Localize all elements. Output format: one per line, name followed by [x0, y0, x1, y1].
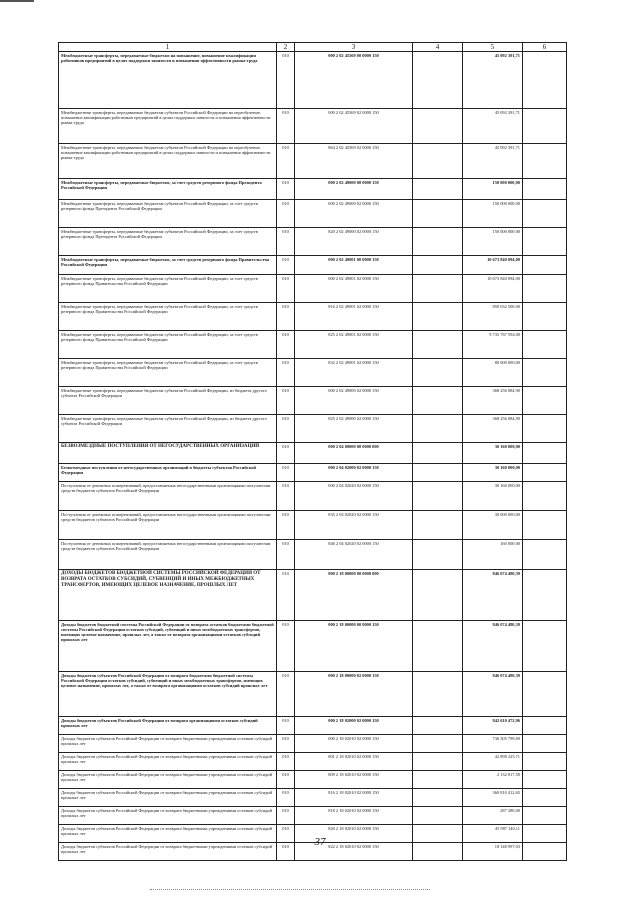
table-row — [59, 331, 567, 359]
row-kbk-cell: 000 2 02 49000 02 0000 150 — [295, 387, 413, 415]
row-code-cell: 010 — [277, 735, 295, 753]
row-amount-cell: 18 148 997,03 — [463, 843, 523, 861]
row-name-cell: Межбюджетные трансферты, передаваемые бюджетам субъектов Российской Федерации, за счет средств резервного фонда Президента Российской Федерации — [59, 228, 277, 256]
row-amount-cell: 42 898 225,71 — [463, 753, 523, 771]
row-kbk-cell: 822 2 18 02010 02 0000 150 — [295, 843, 413, 861]
row-kbk-cell: 000 2 18 02010 02 0000 150 — [295, 735, 413, 753]
row-amount-cell: 846 074 480,39 — [463, 570, 523, 621]
row-col4-cell — [413, 109, 463, 144]
revenue-table — [58, 42, 567, 861]
row-kbk-cell: 846 2 04 02020 02 0000 150 — [295, 540, 413, 570]
header-col-6: 6 — [523, 43, 567, 52]
row-code-cell: 010 — [277, 256, 295, 275]
row-col6-cell — [523, 789, 567, 807]
row-col6-cell — [523, 771, 567, 789]
row-name-cell: Доходы бюджетов субъектов Российской Федерации от возврата бюджетными учреждениями остатков субсидий прошлых лет — [59, 735, 277, 753]
table-row — [59, 228, 567, 256]
row-amount-cell: 30 160 000,00 — [463, 443, 523, 464]
row-amount-cell: 287 280,00 — [463, 807, 523, 825]
row-col6-cell — [523, 717, 567, 735]
row-amount-cell: 846 074 480,39 — [463, 621, 523, 672]
row-amount-cell: 45 092 391,71 — [463, 144, 523, 179]
row-col6-cell — [523, 52, 567, 109]
row-kbk-cell: 801 2 18 02010 02 0000 150 — [295, 753, 413, 771]
row-col4-cell — [413, 144, 463, 179]
row-col6-cell — [523, 672, 567, 717]
row-col6-cell — [523, 443, 567, 464]
table-row — [59, 359, 567, 387]
row-kbk-cell: 835 2 04 02020 02 0000 150 — [295, 511, 413, 540]
row-col6-cell — [523, 200, 567, 228]
row-amount-cell: 150 000 000,00 — [463, 179, 523, 200]
row-name-cell: Доходы бюджетов субъектов Российской Федерации от возврата организациями остатков субсидий прошлых лет — [59, 717, 277, 735]
row-amount-cell: 160 000,00 — [463, 540, 523, 570]
row-code-cell: 010 — [277, 825, 295, 843]
table-row — [59, 621, 567, 672]
row-amount-cell: 30 160 000,00 — [463, 482, 523, 511]
header-col-3: 3 — [295, 43, 413, 52]
row-amount-cell: 30 000 000,00 — [463, 511, 523, 540]
row-code-cell: 010 — [277, 807, 295, 825]
table-row — [59, 540, 567, 570]
row-col4-cell — [413, 200, 463, 228]
row-kbk-cell: 820 2 02 49000 02 0000 150 — [295, 228, 413, 256]
row-name-cell: Межбюджетные трансферты, передаваемые бюджетам субъектов Российской Федерации, за счет средств резервного фонда Президента Российской Федерации — [59, 200, 277, 228]
table-row — [59, 482, 567, 511]
row-kbk-cell: 000 2 02 49001 00 0000 150 — [295, 256, 413, 275]
row-code-cell: 010 — [277, 672, 295, 717]
row-col6-cell — [523, 540, 567, 570]
row-code-cell: 010 — [277, 303, 295, 331]
table-body — [59, 52, 567, 861]
table-row — [59, 275, 567, 303]
row-name-cell: Поступления от денежных пожертвований, предоставляемых негосударственными организациями получателям средств бюджетов субъектов Российской Федерации — [59, 511, 277, 540]
header-col-4: 4 — [413, 43, 463, 52]
row-code-cell: 010 — [277, 52, 295, 109]
row-col4-cell — [413, 228, 463, 256]
row-amount-cell: 150 000 000,00 — [463, 200, 523, 228]
row-kbk-cell: 000 2 04 00000 00 0000 000 — [295, 443, 413, 464]
row-code-cell: 010 — [277, 228, 295, 256]
row-code-cell: 010 — [277, 464, 295, 482]
table-row — [59, 717, 567, 735]
row-col4-cell — [413, 735, 463, 753]
row-name-cell: Доходы бюджетов субъектов Российской Федерации от возврата бюджетными учреждениями остатков субсидий прошлых лет — [59, 753, 277, 771]
row-name-cell: Межбюджетные трансферты, передаваемые бюджетам, за счет средств резервного фонда Правительства Российской Федерации — [59, 256, 277, 275]
table-row — [59, 672, 567, 717]
row-name-cell: Межбюджетные трансферты, передаваемые бюджетам субъектов Российской Федерации на переобучение, повышение квалификации работников предприятий в целях поддержки занятости и повышения эффективности рынка труда — [59, 109, 277, 144]
row-code-cell: 010 — [277, 179, 295, 200]
row-name-cell: Безвозмездные поступления от негосударственных организаций в бюджеты субъектов Российской Федерации — [59, 464, 277, 482]
row-col6-cell — [523, 807, 567, 825]
table-row — [59, 256, 567, 275]
table-row — [59, 789, 567, 807]
table-row — [59, 200, 567, 228]
row-amount-cell: 150 000 000,00 — [463, 228, 523, 256]
row-name-cell: Доходы бюджетов субъектов Российской Федерации от возврата бюджетными учреждениями остатков субсидий прошлых лет — [59, 825, 277, 843]
row-col4-cell — [413, 570, 463, 621]
row-col6-cell — [523, 179, 567, 200]
row-amount-cell: 2 132 817,50 — [463, 771, 523, 789]
row-name-cell: Межбюджетные трансферты, передаваемые бюджетам субъектов Российской Федерации, за счет средств резервного фонда Правительства Российской Федерации — [59, 359, 277, 387]
row-col4-cell — [413, 359, 463, 387]
row-name-cell: Доходы бюджетов субъектов Российской Федерации от возврата бюджетными учреждениями остатков субсидий прошлых лет — [59, 807, 277, 825]
table-row — [59, 387, 567, 415]
row-name-cell: Межбюджетные трансферты, передаваемые бюджетам, за счет средств резервного фонда Президента Российской Федерации — [59, 179, 277, 200]
row-col4-cell — [413, 672, 463, 717]
row-col4-cell — [413, 789, 463, 807]
row-amount-cell: 45 092 391,71 — [463, 109, 523, 144]
row-col4-cell — [413, 52, 463, 109]
row-code-cell: 010 — [277, 482, 295, 511]
row-code-cell: 010 — [277, 359, 295, 387]
row-col6-cell — [523, 144, 567, 179]
row-name-cell: Поступления от денежных пожертвований, предоставляемых негосударственными организациями получателям средств бюджетов субъектов Российской Федерации — [59, 482, 277, 511]
row-name-cell: БЕЗВОЗМЕЗДНЫЕ ПОСТУПЛЕНИЯ ОТ НЕГОСУДАРСТВЕННЫХ ОРГАНИЗАЦИЙ — [59, 443, 277, 464]
row-code-cell: 010 — [277, 771, 295, 789]
row-col4-cell — [413, 415, 463, 443]
row-code-cell: 010 — [277, 275, 295, 303]
row-col6-cell — [523, 753, 567, 771]
row-kbk-cell: 820 2 18 02010 02 0000 150 — [295, 825, 413, 843]
page-number: 37 — [314, 836, 326, 848]
row-code-cell: 010 — [277, 415, 295, 443]
row-amount-cell: 842 610 472,96 — [463, 717, 523, 735]
row-code-cell: 010 — [277, 144, 295, 179]
row-col4-cell — [413, 621, 463, 672]
row-name-cell: Поступления от денежных пожертвований, предоставляемых негосударственными организациями получателям средств бюджетов субъектов Российской Федерации — [59, 540, 277, 570]
row-name-cell: Межбюджетные трансферты, передаваемые бюджетам субъектов Российской Федерации, из бюджета другого субъекта Российской Федерации — [59, 387, 277, 415]
row-col6-cell — [523, 415, 567, 443]
row-col4-cell — [413, 717, 463, 735]
row-amount-cell: 360 810 412,65 — [463, 789, 523, 807]
row-col4-cell — [413, 482, 463, 511]
row-name-cell: Межбюджетные трансферты, передаваемые бюджетам субъектов Российской Федерации, из бюджета другого субъекта Российской Федерации — [59, 415, 277, 443]
row-col6-cell — [523, 303, 567, 331]
row-kbk-cell: 816 2 18 02010 02 0000 150 — [295, 789, 413, 807]
row-kbk-cell: 000 2 02 49001 02 0000 150 — [295, 275, 413, 303]
row-name-cell: Межбюджетные трансферты, передаваемые бюджетам субъектов Российской Федерации, за счет средств резервного фонда Правительства Российской Федерации — [59, 331, 277, 359]
row-code-cell: 010 — [277, 511, 295, 540]
row-kbk-cell: 000 2 02 49000 00 0000 150 — [295, 179, 413, 200]
row-col6-cell — [523, 109, 567, 144]
table-row — [59, 735, 567, 753]
row-kbk-cell: 000 2 02 45569 02 0000 150 — [295, 109, 413, 144]
table-row — [59, 807, 567, 825]
row-kbk-cell: 000 2 04 02020 02 0000 150 — [295, 482, 413, 511]
row-name-cell: ДОХОДЫ БЮДЖЕТОВ БЮДЖЕТНОЙ СИСТЕМЫ РОССИЙСКОЙ ФЕДЕРАЦИИ ОТ ВОЗВРАТА ОСТАТКОВ СУБСИДИЙ, СУБВЕНЦИЙ И ИНЫХ МЕЖБЮДЖЕТНЫХ ТРАНСФЕРТОВ, ИМЕЮЩИХ ЦЕЛЕВОЕ НАЗНАЧЕНИЕ, ПРОШЛЫХ ЛЕТ — [59, 570, 277, 621]
row-kbk-cell: 000 2 18 00000 02 0000 150 — [295, 672, 413, 717]
row-amount-cell: 368 256 084,90 — [463, 387, 523, 415]
row-code-cell: 010 — [277, 331, 295, 359]
row-code-cell: 010 — [277, 200, 295, 228]
table-row — [59, 303, 567, 331]
row-amount-cell: 45 092 391,71 — [463, 52, 523, 109]
row-col6-cell — [523, 256, 567, 275]
table-row — [59, 52, 567, 109]
row-kbk-cell: 809 2 18 02010 02 0000 150 — [295, 771, 413, 789]
row-amount-cell: 846 074 480,39 — [463, 672, 523, 717]
row-col6-cell — [523, 621, 567, 672]
row-kbk-cell: 000 2 18 00000 00 0000 150 — [295, 621, 413, 672]
row-name-cell: Доходы бюджетов субъектов Российской Федерации от возврата бюджетными учреждениями остатков субсидий прошлых лет — [59, 789, 277, 807]
row-code-cell: 010 — [277, 753, 295, 771]
header-col-2: 2 — [277, 43, 295, 52]
row-col4-cell — [413, 807, 463, 825]
header-col-5: 5 — [463, 43, 523, 52]
row-amount-cell: 736 305 799,69 — [463, 735, 523, 753]
row-name-cell: Доходы бюджетов субъектов Российской Федерации от возврата бюджетами бюджетной системы Российской Федерации остатков субсидий, субвенций и иных межбюджетных трансфертов, имеющих целевое назначение, прошлых лет, а также от возврата организациями остатков субсидий прошлых лет — [59, 672, 277, 717]
row-col4-cell — [413, 464, 463, 482]
table-row — [59, 144, 567, 179]
row-code-cell: 010 — [277, 843, 295, 861]
row-col4-cell — [413, 275, 463, 303]
row-kbk-cell: 818 2 18 02010 02 0000 150 — [295, 807, 413, 825]
row-col6-cell — [523, 735, 567, 753]
row-name-cell: Межбюджетные трансферты, передаваемые бюджетам субъектов Российской Федерации, за счет средств резервного фонда Правительства Российской Федерации — [59, 303, 277, 331]
row-kbk-cell: 000 2 18 02000 02 0000 150 — [295, 717, 413, 735]
row-col4-cell — [413, 771, 463, 789]
row-col4-cell — [413, 511, 463, 540]
row-code-cell: 010 — [277, 443, 295, 464]
row-code-cell: 010 — [277, 387, 295, 415]
row-amount-cell: 30 160 000,00 — [463, 464, 523, 482]
row-code-cell: 010 — [277, 621, 295, 672]
table-row — [59, 570, 567, 621]
row-code-cell: 010 — [277, 717, 295, 735]
row-amount-cell: 9 735 767 594,00 — [463, 331, 523, 359]
scan-noise-line — [150, 889, 430, 891]
row-col6-cell — [523, 228, 567, 256]
row-code-cell: 010 — [277, 109, 295, 144]
row-col4-cell — [413, 387, 463, 415]
row-kbk-cell: 816 2 02 49001 02 0000 150 — [295, 303, 413, 331]
row-col6-cell — [523, 464, 567, 482]
table-row — [59, 753, 567, 771]
row-amount-cell: 10 673 840 094,00 — [463, 275, 523, 303]
row-kbk-cell: 000 2 04 02000 02 0000 150 — [295, 464, 413, 482]
row-kbk-cell: 825 2 02 49001 02 0000 150 — [295, 331, 413, 359]
row-amount-cell: 80 000 000,00 — [463, 359, 523, 387]
row-col4-cell — [413, 540, 463, 570]
row-col4-cell — [413, 443, 463, 464]
row-kbk-cell: 000 2 02 45569 00 0000 150 — [295, 52, 413, 109]
row-amount-cell: 10 673 840 094,00 — [463, 256, 523, 275]
row-amount-cell: 45 987 140,11 — [463, 825, 523, 843]
row-col4-cell — [413, 331, 463, 359]
row-kbk-cell: 832 2 02 49001 02 0000 150 — [295, 359, 413, 387]
table-header-row — [59, 43, 567, 52]
row-col4-cell — [413, 256, 463, 275]
table-row — [59, 511, 567, 540]
row-col6-cell — [523, 387, 567, 415]
table-row — [59, 443, 567, 464]
row-code-cell: 010 — [277, 540, 295, 570]
row-name-cell: Межбюджетные трансферты, передаваемые бюджетам субъектов Российской Федерации, за счет средств резервного фонда Правительства Российской Федерации — [59, 275, 277, 303]
row-kbk-cell: 000 2 18 00000 00 0000 000 — [295, 570, 413, 621]
table-row — [59, 464, 567, 482]
row-col6-cell — [523, 359, 567, 387]
row-kbk-cell: 864 2 02 45569 02 0000 150 — [295, 144, 413, 179]
row-kbk-cell: 000 2 02 49000 02 0000 150 — [295, 200, 413, 228]
table-row — [59, 179, 567, 200]
scan-edge-mark — [0, 0, 34, 2]
row-col6-cell — [523, 331, 567, 359]
row-col6-cell — [523, 275, 567, 303]
row-name-cell: Межбюджетные трансферты, передаваемые бюджетам субъектов Российской Федерации на переобучение, повышение квалификации работников предприятий в целях поддержки занятости и повышения эффективности рынка труда — [59, 144, 277, 179]
header-col-1: 1 — [59, 43, 277, 52]
row-code-cell: 010 — [277, 789, 295, 807]
row-amount-cell: 368 256 084,90 — [463, 415, 523, 443]
row-name-cell: Доходы бюджетов бюджетной системы Российской Федерации от возврата остатков бюджетами бюджетной системы Российской Федерации остатков субсидий, субвенций и иных межбюджетных трансфертов, имеющих целевое назначение, прошлых лет, а также от возврата организациями остатков субсидий прошлых лет — [59, 621, 277, 672]
row-col6-cell — [523, 570, 567, 621]
row-amount-cell: 858 032 500,00 — [463, 303, 523, 331]
row-col4-cell — [413, 179, 463, 200]
table-row — [59, 771, 567, 789]
row-col6-cell — [523, 482, 567, 511]
row-name-cell: Межбюджетные трансферты, передаваемые бюджетам на повышение, повышение квалификации работников предприятий в целях поддержки занятости и повышения эффективности рынка труда — [59, 52, 277, 109]
row-name-cell: Доходы бюджетов субъектов Российской Федерации от возврата бюджетными учреждениями остатков субсидий прошлых лет — [59, 771, 277, 789]
row-col4-cell — [413, 303, 463, 331]
row-col6-cell — [523, 511, 567, 540]
row-name-cell: Доходы бюджетов субъектов Российской Федерации от возврата бюджетными учреждениями остатков субсидий прошлых лет — [59, 843, 277, 861]
row-kbk-cell: 825 2 02 49000 02 0000 150 — [295, 415, 413, 443]
row-code-cell: 010 — [277, 570, 295, 621]
table-row — [59, 415, 567, 443]
row-col4-cell — [413, 753, 463, 771]
table-row — [59, 109, 567, 144]
